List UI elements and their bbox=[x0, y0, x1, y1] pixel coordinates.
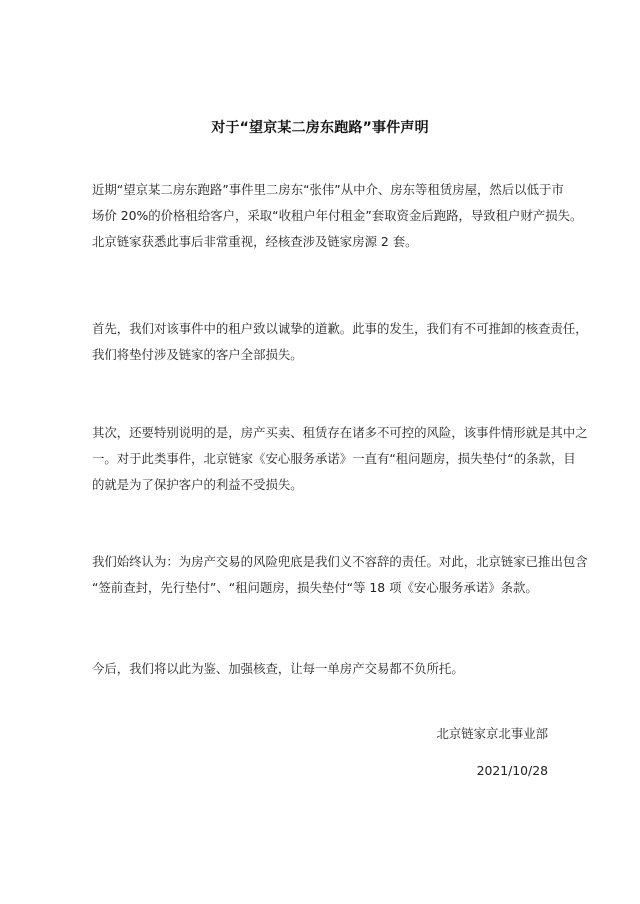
paragraph-line: 场价 20%的价格租给客户，采取“收租户年付租金”套取资金后跑路，导致租户财产损失。 bbox=[92, 208, 583, 223]
paragraph-line: 北京链家获悉此事后非常重视，经核查涉及链家房源 2 套。 bbox=[92, 234, 418, 249]
paragraph-line: 首先，我们对该事件中的租户致以诚挚的道歉。此事的发生，我们有不可推卸的核查责任， bbox=[92, 321, 588, 336]
statement-title: 对于“望京某二房东跑路”事件声明 bbox=[211, 120, 429, 136]
paragraph-5 bbox=[92, 656, 562, 682]
paragraph-line: 我们始终认为：为房产交易的风险兜底是我们义不容辞的责任。对此，北京链家已推出包含 bbox=[92, 554, 588, 569]
paragraph-line: 的就是为了保护客户的利益不受损失。 bbox=[92, 477, 303, 492]
paragraph-line: 今后，我们将以此为鉴、加强核查，让每一单房产交易都不负所托。 bbox=[92, 661, 464, 676]
paragraph-1 bbox=[92, 177, 583, 255]
paragraph-line: 近期“望京某二房东跑路”事件里二房东“张伟”从中介、房东等租赁房屋，然后以低于市 bbox=[92, 182, 564, 197]
paragraph-4 bbox=[92, 549, 588, 601]
paragraph-line: 我们将垫付涉及链家的客户全部损失。 bbox=[92, 347, 303, 362]
paragraph-line: “签前查封，先行垫付”、“租问题房，损失垫付“等 18 项《安心服务承诺》条款。 bbox=[92, 580, 538, 595]
paragraph-line: 其次，还要特别说明的是，房产买卖、租赁存在诸多不可控的风险，该事件情形就是其中之 bbox=[92, 425, 588, 440]
statement-date: 2021/10/28 bbox=[476, 763, 548, 778]
paragraph-3 bbox=[92, 420, 588, 498]
paragraph-2 bbox=[92, 316, 588, 368]
paragraph-line: 一。对于此类事件，北京链家《安心服务承诺》一直有“租问题房，损失垫付“的条款，目 bbox=[92, 451, 576, 466]
signature-department: 北京链家京北事业部 bbox=[436, 726, 548, 741]
